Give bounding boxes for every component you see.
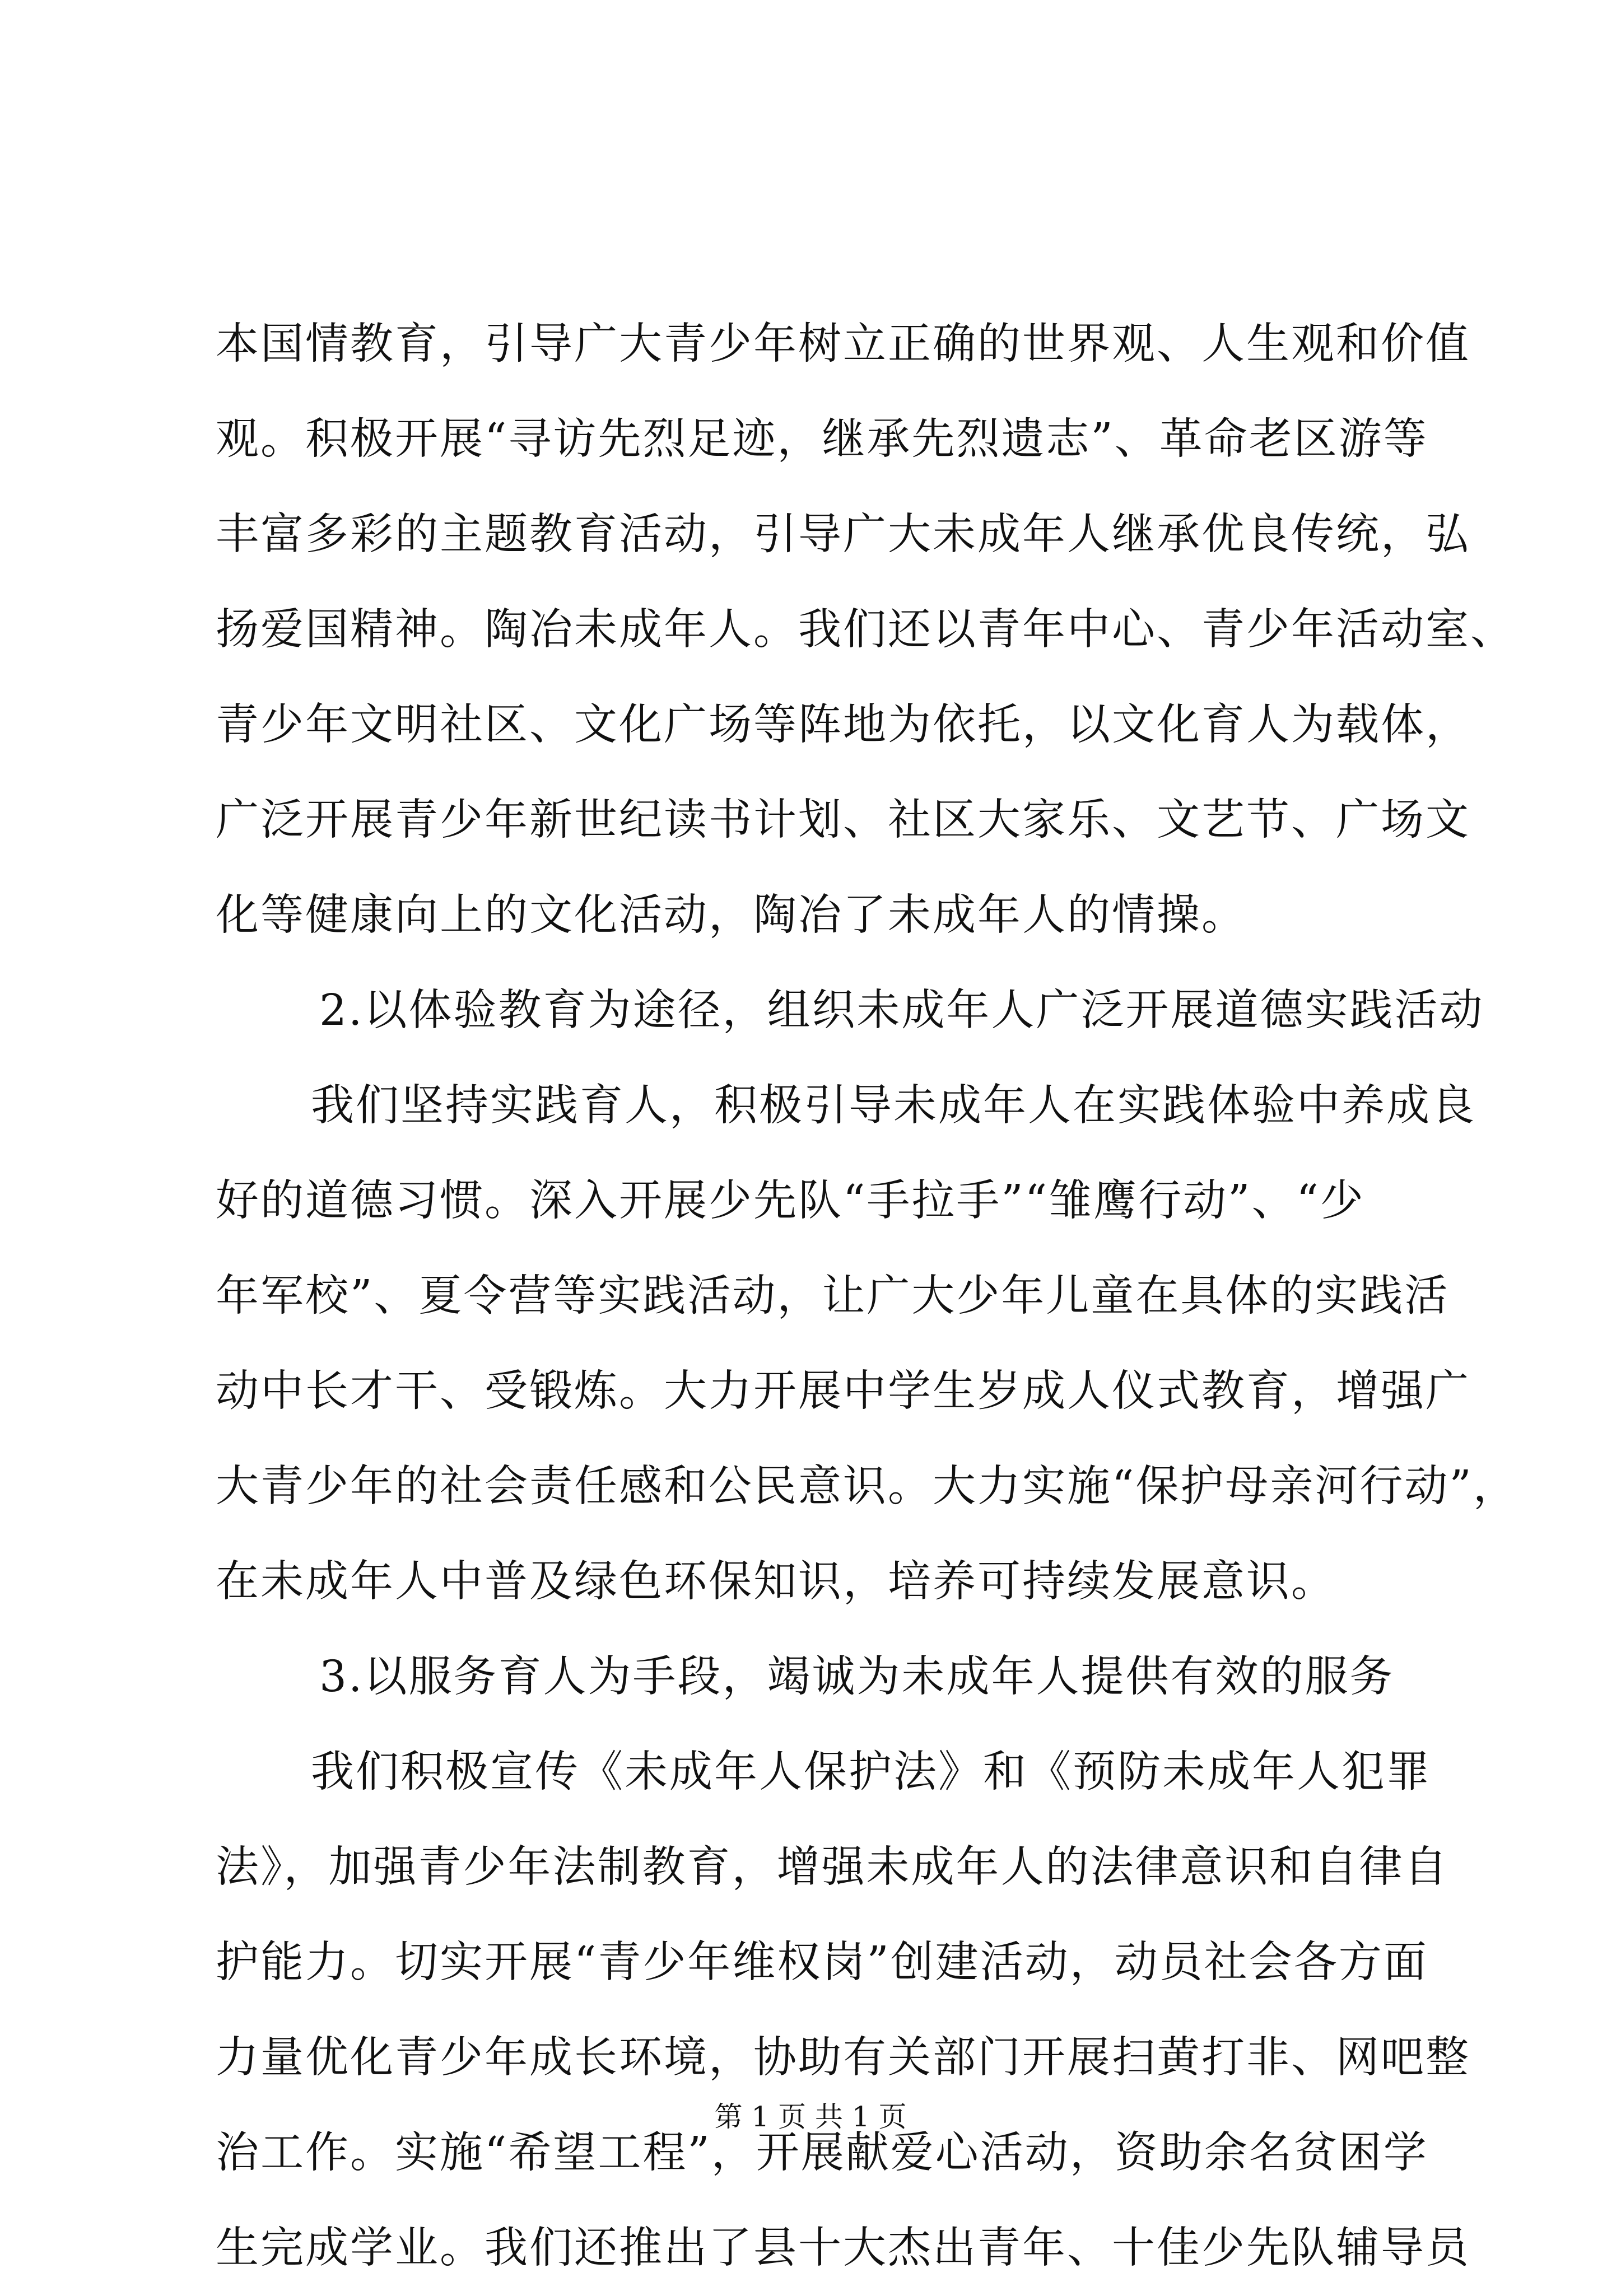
paragraph-line: 我们积极宣传《未成年人保护法》和《预防未成年人犯罪 — [311, 1747, 1431, 1797]
paragraph-line: 法》，加强青少年法制教育，增强未成年人的法律意识和自律自 — [216, 1842, 1449, 1892]
paragraph-line: 化等健康向上的文化活动，陶冶了未成年人的情操。 — [216, 890, 1246, 940]
paragraph-line: 护能力。切实开展“青少年维权岗”创建活动，动员社会各方面 — [216, 1938, 1428, 1987]
paragraph-line: 大青少年的社会责任感和公民意识。大力实施“保护母亲河行动”， — [216, 1462, 1518, 1511]
paragraph-line: 生完成学业。我们还推出了县十大杰出青年、十佳少先队辅导员 — [216, 2223, 1470, 2273]
paragraph-line: 动中长才干、受锻炼。大力开展中学生岁成人仪式教育，增强广 — [216, 1366, 1470, 1416]
paragraph-line: 丰富多彩的主题教育活动，引导广大未成年人继承优良传统，弘 — [216, 510, 1470, 559]
document-body — [216, 297, 1518, 2296]
paragraph-line: 年军校”、夏令营等实践活动，让广大少年儿童在具体的实践活 — [216, 1271, 1450, 1321]
paragraph-line: 青少年文明社区、文化广场等阵地为依托，以文化育人为载体， — [216, 700, 1470, 750]
paragraph-line: 广泛开展青少年新世纪读书计划、社区大家乐、文艺节、广场文 — [216, 795, 1470, 845]
paragraph-line: 在未成年人中普及绿色环保知识，培养可持续发展意识。 — [216, 1557, 1336, 1607]
section-heading: 3.以服务育人为手段，竭诚为未成年人提供有效的服务 — [319, 1652, 1395, 1702]
section-heading: 2.以体验教育为途径，组织未成年人广泛开展道德实践活动 — [319, 986, 1484, 1035]
paragraph-line: 我们坚持实践育人，积极引导未成年人在实践体验中养成良 — [311, 1081, 1476, 1131]
page-footer: 第 1 页 共 1 页 — [714, 2101, 907, 2133]
paragraph-line: 观。积极开展“寻访先烈足迹，继承先烈遗志”、革命老区游等 — [216, 414, 1428, 464]
paragraph-line: 扬爱国精神。陶冶未成年人。我们还以青年中心、青少年活动室、 — [216, 605, 1515, 655]
paragraph-line: 好的道德习惯。深入开展少先队“手拉手”“雏鹰行动”、“少 — [216, 1176, 1365, 1226]
paragraph-line: 力量优化青少年成长环境，协助有关部门开展扫黄打非、网吧整 — [216, 2033, 1470, 2083]
paragraph-line: 本国情教育，引导广大青少年树立正确的世界观、人生观和价值 — [216, 319, 1470, 369]
paragraph-line: 治工作。实施“希望工程”，开展献爱心活动，资助余名贫困学 — [216, 2128, 1428, 2178]
